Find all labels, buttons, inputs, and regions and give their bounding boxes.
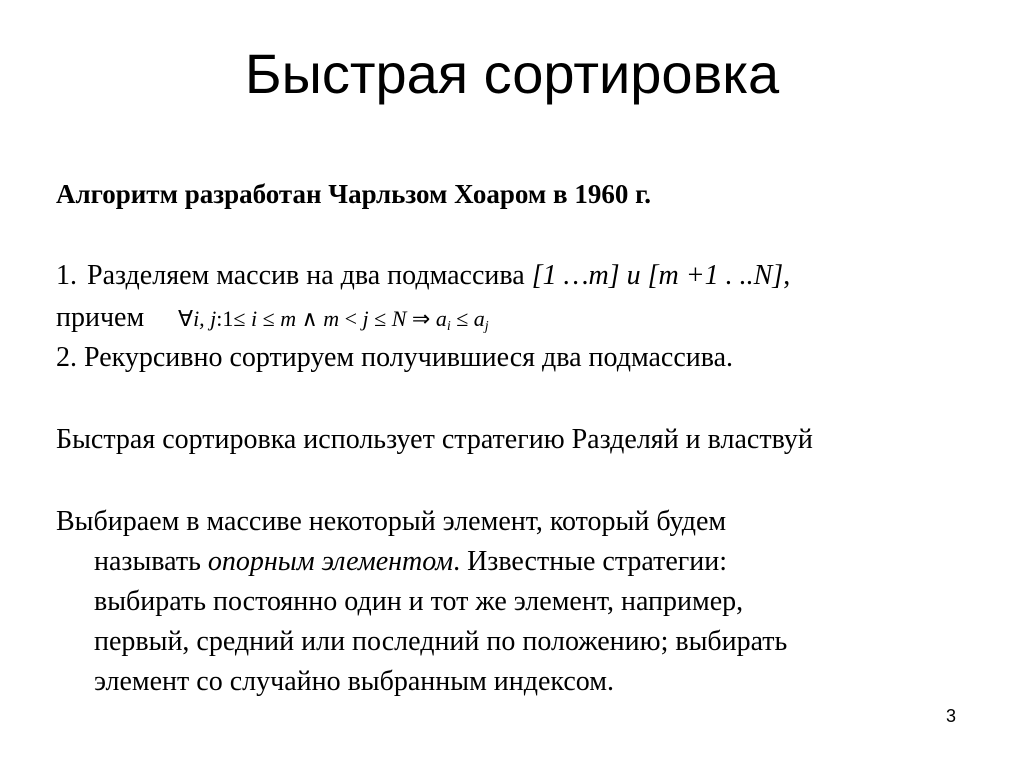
pivot-line-2-start: называть [94,546,208,577]
formula-a-2: a [473,306,485,331]
step-2: 2. Рекурсивно сортируем получившиеся два подмассива. [56,342,734,373]
pivot-line-5: элемент со случайно выбранным индексом. [94,666,614,697]
author-line: Алгоритм разработан Чарльзом Хоаром в 1960 г. [56,179,652,209]
pivot-paragraph [56,502,787,702]
strategy-line: Быстрая сортировка использует стратегию Разделяй и властвуй [56,424,813,455]
pivot-line-1: Выбираем в массиве некоторый элемент, который будем [56,506,727,537]
formula-lt: < [339,306,363,331]
slide-title: Быстрая сортировка [244,42,780,105]
formula-m-1: m [280,306,297,331]
forall-symbol: ∀ [178,306,194,331]
step-1-number: 1. [56,260,77,291]
formula-cond-start: :1≤ [216,306,251,331]
formula-i: i [250,306,258,331]
formula-and: ∧ [296,306,324,331]
formula-sub-j: j [484,319,489,334]
formula-vars: i, j [193,306,217,331]
pivot-line-4: первый, средний или последний по положению; выбирать [94,626,788,657]
range-connector: и [619,260,648,291]
pivot-line-2-end: . Известные стратегии: [453,546,728,577]
pivot-line-3: выбирать постоянно один и тот же элемент, например, [94,586,744,617]
formula-N: N [391,306,407,331]
step-1 [56,256,790,296]
step-1-text: Разделяем массив на два подмассива [87,260,532,291]
pivot-term: опорным элементом [207,546,454,577]
formula-j: j [362,306,369,331]
formula-le-2: ≤ [368,306,392,331]
prichem-label: причем [56,302,145,333]
step-1-comma: , [783,260,791,291]
range-2: [m +1 . ..N] [647,260,784,291]
formula-le-3: ≤ [450,306,474,331]
formula-sub-i: i [446,319,451,334]
formula-a-1: a [435,306,447,331]
formula-implies: ⇒ [406,306,436,331]
page-number: 3 [946,706,957,726]
pivot-line-2 [56,542,787,582]
formula-le-1: ≤ [257,306,281,331]
formula-m-2: m [323,306,340,331]
partition-condition-formula [178,304,489,334]
range-1: [1 …m] [531,260,620,291]
